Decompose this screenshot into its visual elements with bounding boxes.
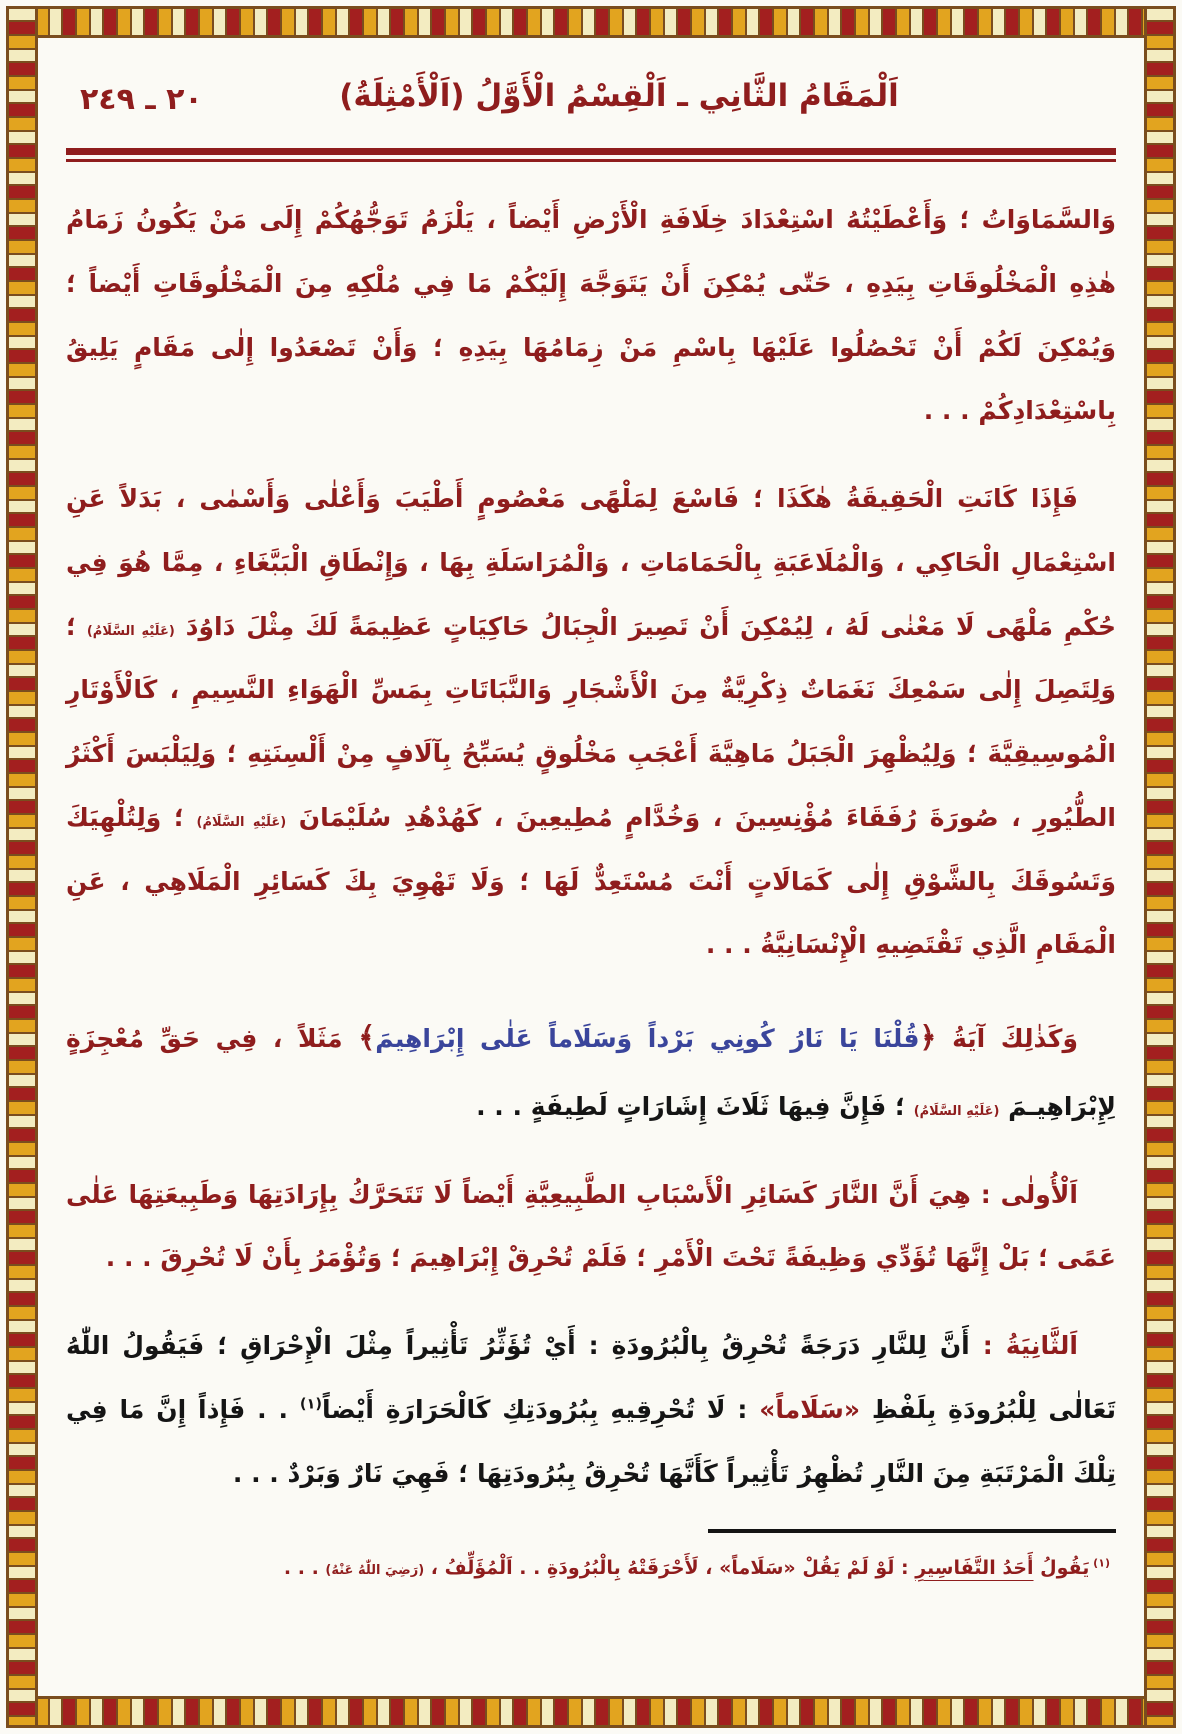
- text-segment: ، لَأَحْرَقَتْهُ بِالْبُرُودَةِ . . اَلْمُؤَلِّفُ ،: [424, 1557, 720, 1580]
- text-segment: . . .: [283, 1557, 326, 1580]
- page-number: ٢٠ ـ ٢٤٩: [80, 82, 203, 117]
- honorific-mark: (رَضِيَ اللّٰهُ عَنْهُ): [325, 1563, 425, 1579]
- body-paragraph: [66, 1314, 1116, 1505]
- ornate-border-left: [6, 6, 38, 1728]
- text-segment: . . فَإِذاً إِنَّ مَا فِي تِلْكَ الْمَرْتَبَةِ مِنَ النَّارِ تُظْهِرُ تَأْثِيراً كَأَنَّهَا تُحْرِقُ بِبُرُودَتِهَا ؛ فَهِيَ نَارٌ وَبَرْدٌ . . .: [66, 1394, 1116, 1488]
- ornate-border-bottom: [6, 1696, 1176, 1728]
- verse-bracket: ﴿: [919, 1020, 937, 1054]
- text-segment: ؛ وَلِتَصِلَ إِلٰى سَمْعِكَ نَغَمَاتٌ ذِكْرِيَّةٌ مِنَ الْأَشْجَارِ وَالنَّبَاتَاتِ بِمَسِّ الْهَوَاءِ النَّسِيمِ ، كَالْأَوْتَارِ الْمُوسِيقِيَّةَ ؛ وَلِيُظْهِرَ الْجَبَلُ مَاهِيَّةَ أَعْجَبِ مَخْلُوقٍ يُسَبِّحُ بِآلَافٍ مِنْ أَلْسِنَتِهِ ؛ وَلِيَلْبَسَ أَكْثَرُ الطُّيُورِ ، صُورَةَ رُفَقَاءَ مُؤْنِسِينَ ، وَخُدَّامٍ مُطِيعِينَ ، كَهُدْهُدِ سُلَيْمَانَ: [66, 611, 1116, 832]
- text-segment: يَقُولُ: [1033, 1557, 1090, 1580]
- text-segment: أَحَدُ التَّفَاسِيرِ: [915, 1557, 1034, 1580]
- honorific-mark: (عَلَيْهِ السَّلَامُ): [196, 814, 287, 830]
- footnote-separator: [708, 1529, 1116, 1533]
- honorific-mark: (عَلَيْهِ السَّلَامُ): [913, 1103, 1000, 1119]
- body-paragraph: [66, 188, 1116, 443]
- text-segment: : لَوْ لَمْ يَقُلْ: [795, 1557, 916, 1580]
- text-segment: : لَا تُحْرِقِيهِ بِبُرُودَتِكِ كَالْحَرَارَةِ أَيْضاً: [321, 1394, 760, 1424]
- text-segment: «سَلَاماً»: [719, 1557, 796, 1580]
- footnote-text: [66, 1549, 1116, 1589]
- footnote-marker: (١): [1089, 1557, 1110, 1571]
- text-segment: «سَلَاماً»: [759, 1394, 860, 1424]
- verse-bracket: ﴾: [358, 1020, 376, 1054]
- body-paragraph: [66, 1001, 1116, 1139]
- chapter-title: اَلْمَقَامُ الثَّانِي ـ اَلْقِسْمُ الْأَوَّلُ (اَلْأَمْثِلَةُ): [339, 78, 899, 114]
- text-segment: اَلْأُولٰى : هِيَ أَنَّ النَّارَ كَسَائِرِ الْأَسْبَابِ الطَّبِيعِيَّةِ أَيْضاً لَا تَتَحَرَّكُ بِإِرَادَتِهَا وَطَبِيعَتِهَا عَلٰى عَمًى ؛ بَلْ إِنَّهَا تُؤَدِّي وَظِيفَةً تَحْتَ الْأَمْرِ ؛ فَلَمْ تُحْرِقْ إِبْرَاهِيمَ ؛ وَتُؤْمَرُ بِأَنْ لَا تُحْرِقَ . . .: [66, 1179, 1116, 1273]
- honorific-mark: (عَلَيْهِ السَّلَامُ): [86, 623, 175, 639]
- text-segment: ؛ فَإِنَّ فِيهَا ثَلَاثَ إِشَارَاتٍ لَطِيفَةٍ . . .: [476, 1091, 914, 1121]
- text-segment: ؛ وَلِتُلْهِيَكَ وَتَسُوقَكَ بِالشَّوْقِ إِلٰى كَمَالَاتٍ أَنْتَ مُسْتَعِدٌّ لَهَا ؛ وَلَا تَهْوِيَ بِكَ كَسَائِرِ الْمَلَاهِي ، عَنِ الْمَقَامِ الَّذِي تَقْتَضِيهِ الْإِنْسَانِيَّةُ . . .: [66, 802, 1116, 960]
- text-segment: وَكَذٰلِكَ آيَةُ: [936, 1024, 1078, 1053]
- body-paragraph: [66, 1163, 1116, 1291]
- text-segment: فَإِذَا كَانَتِ الْحَقِيقَةُ هٰكَذَا ؛ فَاسْعَ لِمَلْهًى مَعْصُومٍ أَطْيَبَ وَأَعْلٰى وَأَسْمٰى ، بَدَلاً عَنِ اسْتِعْمَالِ الْحَاكِي ، وَالْمُلَاعَبَةِ بِالْحَمَامَاتِ ، وَالْمُرَاسَلَةِ بِهَا ، وَإِنْطَاقِ الْبَبَّغَاءِ ، مِمَّا هُوَ فِي حُكْمِ مَلْهًى لَا مَعْنٰى لَهُ ، لِيُمْكِنَ أَنْ تَصِيرَ الْجِبَالُ حَاكِيَاتٍ عَظِيمَةً لَكَ مِثْلَ دَاوُدَ: [66, 484, 1116, 641]
- page-content: [38, 38, 1144, 1696]
- text-segment: أَنَّ لِلنَّارِ دَرَجَةً تُحْرِقُ بِالْبُرُودَةِ : أَيْ تُؤَثِّرُ تَأْثِيراً مِثْلَ الْإِحْرَاقِ ؛ فَيَقُولُ اللّٰهُ تَعَالٰى لِلْبُرُودَةِ بِلَفْظِ: [66, 1331, 1116, 1424]
- text-segment: وَالسَّمَاوَاتُ ؛ وَأَعْطَيْتُهُ اسْتِعْدَادَ خِلَافَةِ الْأَرْضِ أَيْضاً ، يَلْزَمُ تَوَجُّهُكُمْ إِلَى مَنْ يَكُونُ زَمَامُ هٰذِهِ الْمَخْلُوقَاتِ بِيَدِهِ ، حَتّٰى يُمْكِنَ أَنْ يَتَوَجَّهَ إِلَيْكُمْ مَا فِي مُلْكِهِ مِنَ الْمَخْلُوقَاتِ أَيْضاً ؛ وَيُمْكِنَ لَكُمْ أَنْ تَحْصُلُوا عَلَيْهَا بِاسْمِ مَنْ زِمَامُهَا بِيَدِهِ ؛ وَأَنْ تَصْعَدُوا إِلٰى مَقَامٍ يَلِيقُ بِاسْتِعْدَادِكُمْ . . .: [66, 205, 1116, 426]
- text-segment: لِإِبْرَاهِيـمَ: [999, 1091, 1116, 1121]
- ornate-border-right: [1144, 6, 1176, 1728]
- text-segment: اَلثَّانِيَةُ :: [969, 1331, 1078, 1361]
- text-segment: مَثَلاً ، فِي حَقِّ مُعْجِزَةٍ: [66, 1024, 359, 1053]
- body-text: [66, 188, 1116, 1505]
- page-header: [66, 78, 1116, 142]
- footnote-marker: (١): [299, 1396, 322, 1413]
- header-rule-thin: [66, 159, 1116, 162]
- quran-verse: قُلْنَا يَا نَارُ كُونِي بَرْداً وَسَلَاماً عَلٰى إِبْرَاهِيمَ: [375, 1024, 920, 1053]
- header-rule-thick: [66, 148, 1116, 155]
- ornate-border-top: [6, 6, 1176, 38]
- body-paragraph: [66, 467, 1116, 977]
